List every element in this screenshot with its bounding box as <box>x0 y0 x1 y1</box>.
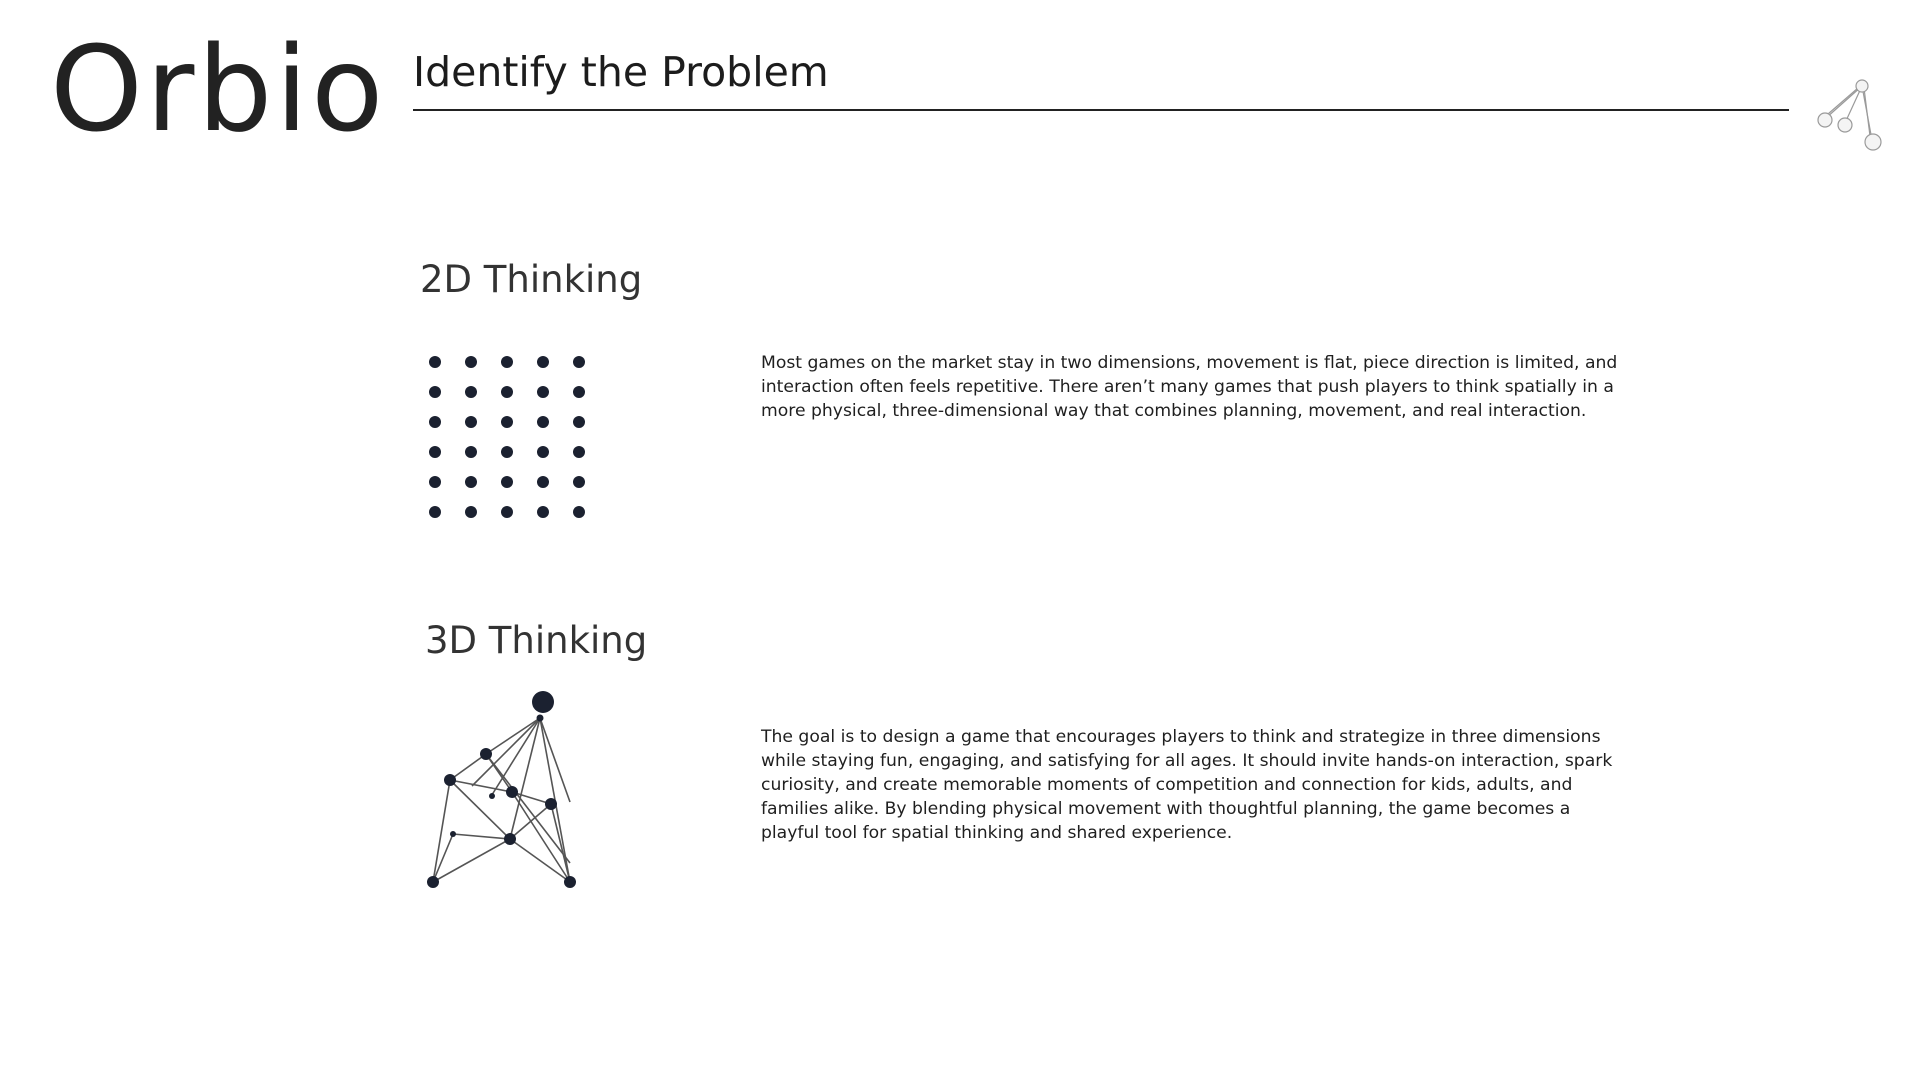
section-heading-3d: 3D Thinking <box>425 619 648 662</box>
dot-grid-icon <box>425 352 595 527</box>
page-title: Identify the Problem <box>413 48 829 96</box>
title-underline <box>413 109 1789 111</box>
section-body-2d: Most games on the market stay in two dimensions, movement is flat, piece direction is limited, and interaction often feels repetitive. There aren’t many games that push players to think spatially in a more physical, three-dimensional way that combines planning, movement, and real interaction. <box>761 353 1618 421</box>
molecule-model-icon <box>1812 78 1884 154</box>
section-body-3d: The goal is to design a game that encourages players to think and strategize in three dimensions while staying fun, engaging, and satisfying for all ages. It should invite hands-on interaction, spark curiosity, and create memorable moments of competition and connection for kids, adults, and families alike. By blending physical movement with thoughtful planning, the game becomes a playful tool for spatial thinking and shared experience. <box>761 727 1613 843</box>
network-graph-icon <box>418 688 600 894</box>
orbio-logo: Orbio <box>50 20 387 158</box>
section-heading-2d: 2D Thinking <box>420 258 643 301</box>
